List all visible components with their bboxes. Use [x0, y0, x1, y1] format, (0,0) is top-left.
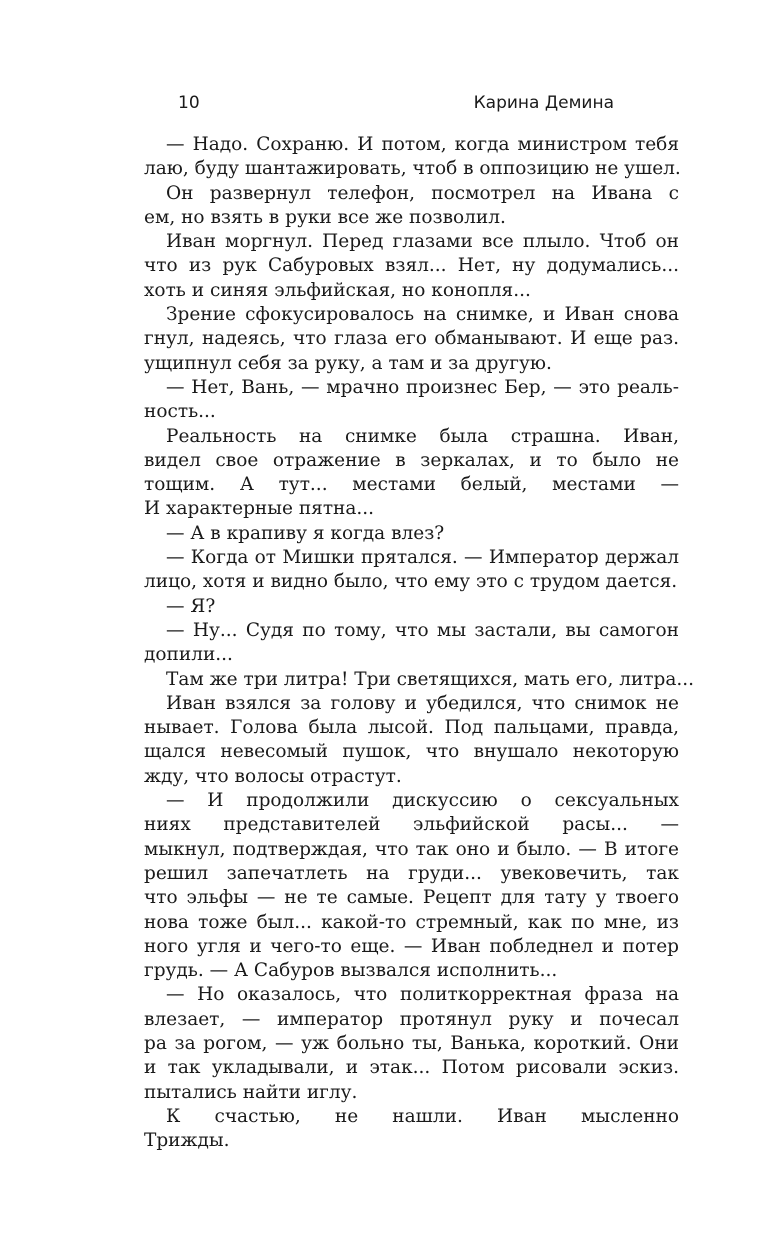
text-line: ущипнул себя за руку, а там и за другую. [144, 352, 552, 374]
text-line: ность... [144, 401, 216, 423]
paragraph [144, 133, 679, 182]
paragraph [144, 303, 679, 376]
text-line: И характерные пятна... [144, 498, 375, 520]
text-line: грудь. — А Сабуров вызвался исполнить... [144, 960, 558, 982]
paragraph [144, 1105, 679, 1154]
paragraph [144, 692, 679, 789]
paragraph [144, 376, 679, 425]
text-line: жду, что волосы отрастут. [144, 765, 402, 787]
text-line: Иван моргнул. Перед глазами все плыло. Чтоб он [166, 231, 679, 253]
text-line: — Но оказалось, что политкорректная фраза на [166, 984, 679, 1006]
text-line: влезает, — император протянул руку и почесал [144, 1008, 679, 1030]
paragraph [144, 789, 679, 983]
paragraph [144, 595, 679, 619]
running-head [144, 90, 614, 116]
text-line: — Когда от Мишки прятался. — Император держал [166, 547, 679, 569]
paragraph [144, 668, 695, 692]
text-line: тощим. А тут... местами белый, местами — [144, 474, 679, 496]
text-line: Иван взялся за голову и убедился, что снимок не [166, 692, 679, 714]
text-line: допили... [144, 644, 233, 666]
paragraph [144, 182, 679, 231]
text-line: — Нет, Вань, — мрачно произнес Бер, — это реаль- [166, 376, 679, 398]
paragraph [144, 230, 679, 303]
paragraph [144, 983, 679, 1104]
text-line: ного угля и чего-то еще. — Иван побледнел и потер [144, 935, 679, 957]
body-text [144, 133, 695, 1153]
text-line: — А в крапиву я когда влез? [166, 522, 445, 544]
text-line: гнул, надеясь, что глаза его обманывают. И еще раз. [144, 328, 679, 350]
page-number: 10 [178, 93, 200, 113]
text-line: лаю, буду шантажировать, чтоб в оппозицию не ушел. [144, 158, 681, 180]
text-line: К счастью, не нашли. Иван мысленно [166, 1105, 679, 1127]
text-line: Там же три литра! Три светящихся, мать его, литра... [166, 668, 695, 690]
text-line: Реальность на снимке была страшна. Иван, [166, 425, 679, 447]
text-line: лицо, хотя и видно было, что ему это с трудом дается. [144, 571, 678, 593]
text-line: Он развернул телефон, посмотрел на Ивана с [166, 182, 679, 204]
text-line: нывает. Голова была лысой. Под пальцами, правда, [144, 717, 679, 739]
text-line: — Ну... Судя по тому, что мы застали, вы самогон [166, 619, 679, 641]
paragraph [144, 425, 679, 522]
text-line: ем, но взять в руки все же позволил. [144, 206, 506, 228]
text-line: ра за рогом, — уж больно ты, Ванька, короткий. Они [144, 1032, 679, 1054]
text-line: щался невесомый пушок, что внушало некоторую [144, 741, 679, 763]
text-line: пытались найти иглу. [144, 1081, 358, 1103]
paragraph [144, 522, 679, 546]
running-head-author: Карина Демина [473, 93, 614, 113]
text-line: решил запечатлеть на груди... увековечить, так [144, 862, 679, 884]
text-line: Зрение сфокусировалось на снимке, и Иван снова [166, 304, 679, 326]
text-line: — И продолжили дискуссию о сексуальных [166, 790, 679, 812]
text-line: — Надо. Сохраню. И потом, когда министром тебя [166, 134, 679, 155]
text-line: что эльфы — не те самые. Рецепт для тату у твоего [144, 887, 679, 909]
text-line: что из рук Сабуровых взял... Нет, ну додумались... [144, 255, 679, 277]
paragraph [144, 546, 679, 595]
paragraph [144, 619, 679, 668]
text-line: видел свое отражение в зеркалах, и то было не [144, 449, 679, 471]
text-line: ниях представителей эльфийской расы... — [144, 814, 679, 836]
text-line: мыкнул, подтверждая, что так оно и было. — В итоге [144, 838, 679, 860]
text-line: — Я? [166, 595, 216, 617]
text-line: хоть и синяя эльфийская, но конопля... [144, 279, 531, 301]
text-line: и так укладывали, и этак... Потом рисовали эскиз. [144, 1057, 679, 1079]
text-line: нова тоже был... какой-то стремный, как по мне, из [144, 911, 679, 933]
text-line: Трижды. [144, 1130, 230, 1152]
